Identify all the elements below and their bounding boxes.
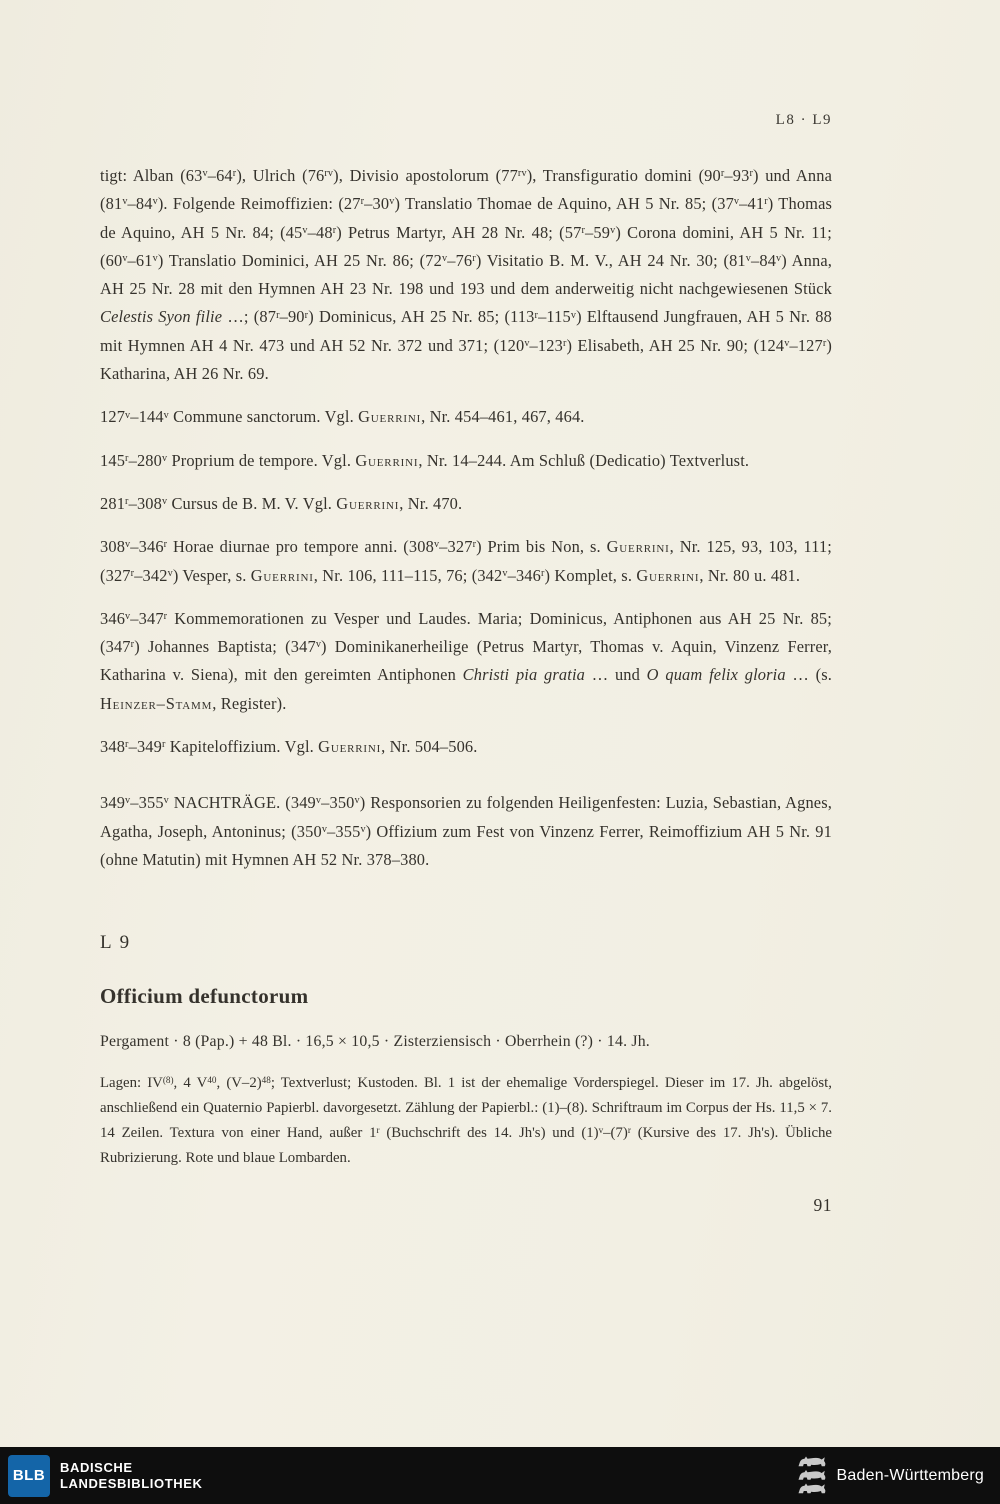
entry-title: Officium defunctorum (100, 984, 309, 1009)
paragraph-proprium-de-tempore: 145$^r$–280$^v$ Proprium de tempore. Vgl. Guerrini, Nr. 14–244. Am Schluß (Dedicatio) Textverlust. (100, 450, 750, 470)
footer-state-branding (797, 1456, 1000, 1496)
library-name (60, 1460, 203, 1492)
baden-wuerttemberg-lions-icon (797, 1456, 827, 1496)
page-number: 91 (813, 1195, 832, 1216)
paragraph-kommemorationen: 346$^v$–347$^r$ Kommemorationen zu Vesper und Laudes. Maria; Dominicus, Antiphonen aus AH 25 Nr. 85; (347$^r$) Johannes Baptista; (347$^v$) Dominikanerheilige (Petrus Martyr, Thomas v. Aquin, Vinzenz Ferrer, Katharina v. Siena), mit den gereimten Antiphonen Christi pia gratia … und O quam felix gloria … (s. Heinzer–Stamm, Register). (100, 608, 833, 713)
footer-bar (0, 1447, 1000, 1504)
library-name-line1: BADISCHE (60, 1459, 133, 1475)
state-name: Baden-Württemberg (836, 1466, 984, 1484)
entry-l8-body (100, 162, 832, 874)
paragraph-lagen: Lagen: IV$^{(8)}$, 4 $V^{40}$, $(V-2)^{48}$; Textverlust; Kustoden. Bl. 1 ist der ehemalige Vorderspiegel. Dieser im 17. Jh. abgelöst, anschließend ein Quaternio Papierbl. davorgesetzt. Zählung der Papierbl.: (1)–(8). Schriftraum im Corpus der Hs. 11,5 × 7. 14 Zeilen. Textura von einer Hand, außer 1$^r$ (Buchschrift des 14. Jh's) und $(1)^v-(7)^r$ (Kursive des 17. Jh's). Übliche Rubrizierung. Rote und blaue Lombarden. (100, 1074, 832, 1167)
footer-library-branding (0, 1455, 203, 1497)
paragraph-kapiteloffizium: 348$^r$–349$^r$ Kapiteloffizium. Vgl. Guerrini, Nr. 504–506. (100, 737, 478, 757)
paragraph-commune-sanctorum: 127$^v$–144$^v$ Commune sanctorum. Vgl. Guerrini, Nr. 454–461, 467, 464. (100, 407, 585, 427)
blb-logo: BLB (8, 1455, 50, 1497)
paragraph-nachtraege: 349$^v$–355$^v$ NACHTRÄGE. (349$^v$–350$^v$) Responsorien zu folgenden Heiligenfesten: Luzia, Sebastian, Agnes, Agatha, Joseph, Antoninus; (350$^v$–355$^v$) Offizium zum Fest von Vinzenz Ferrer, Reimoffizium AH 5 Nr. 91 (ohne Matutin) mit Hymnen AH 52 Nr. 378–380. (100, 793, 833, 869)
paragraph-cursus-bmv: 281$^r$–308$^v$ Cursus de B. M. V. Vgl. Guerrini, Nr. 470. (100, 493, 463, 513)
entry-l9 (100, 932, 832, 1171)
entry-signature: L 9 (100, 932, 132, 954)
library-name-line2: LANDESBIBLIOTHEK (60, 1475, 203, 1491)
paragraph-horae-diurnae: 308$^v$–346$^r$ Horae diurnae pro tempore anni. (308$^v$–327$^r$) Prim bis Non, s. Guerrini, Nr. 125, 93, 103, 111; (327$^r$–342$^v$) Vesper, s. Guerrini, Nr. 106, 111–115, 76; (342$^v$–346$^r$) Komplet, s. Guerrini, Nr. 80 u. 481. (100, 537, 832, 585)
page-content (100, 0, 832, 1216)
paragraph-l8-continuation: tigt: Alban (63$^v$–64$^r$), Ulrich $(76^{rv})$, Divisio apostolorum $(77^{rv})$, Transfiguratio domini (90$^r$–93$^r$) und Anna (81$^v$–84$^v$). Folgende Reimoffizien: (27$^r$–30$^v$) Translatio Thomae de Aquino, AH 5 Nr. 85; (37$^v$–41$^r$) Thomas de Aquino, AH 5 Nr. 84; (45$^v$–48$^r$) Petrus Martyr, AH 28 Nr. 48; (57$^r$–59$^v$) Corona domini, AH 5 Nr. 11; (60$^v$–61$^v$) Translatio Dominici, AH 25 Nr. 86; (72$^v$–76$^r$) Visitatio B. M. V., AH 24 Nr. 30; (81$^v$–84$^v$) Anna, AH 25 Nr. 28 mit den Hymnen AH 23 Nr. 198 und 193 und dem anderweitig nicht nachgewiesenen Stück Celestis Syon filie …; (87$^r$–90$^r$) Dominicus, AH 25 Nr. 85; (113$^r$–115$^v$) Elftausend Jungfrauen, AH 5 Nr. 88 mit Hymnen AH 4 Nr. 473 und AH 52 Nr. 372 und 371; (120$^v$–123$^r$) Elisabeth, AH 25 Nr. 90; (124$^v$–127$^r$) Katharina, AH 26 Nr. 69. (100, 166, 833, 384)
folio-header: L8 · L9 (775, 112, 832, 128)
entry-physical-description: Pergament · 8 (Pap.) + 48 Bl. · 16,5 × 10,5 · Zisterziensisch · Oberrhein (?) · 14. Jh. (100, 1033, 650, 1051)
